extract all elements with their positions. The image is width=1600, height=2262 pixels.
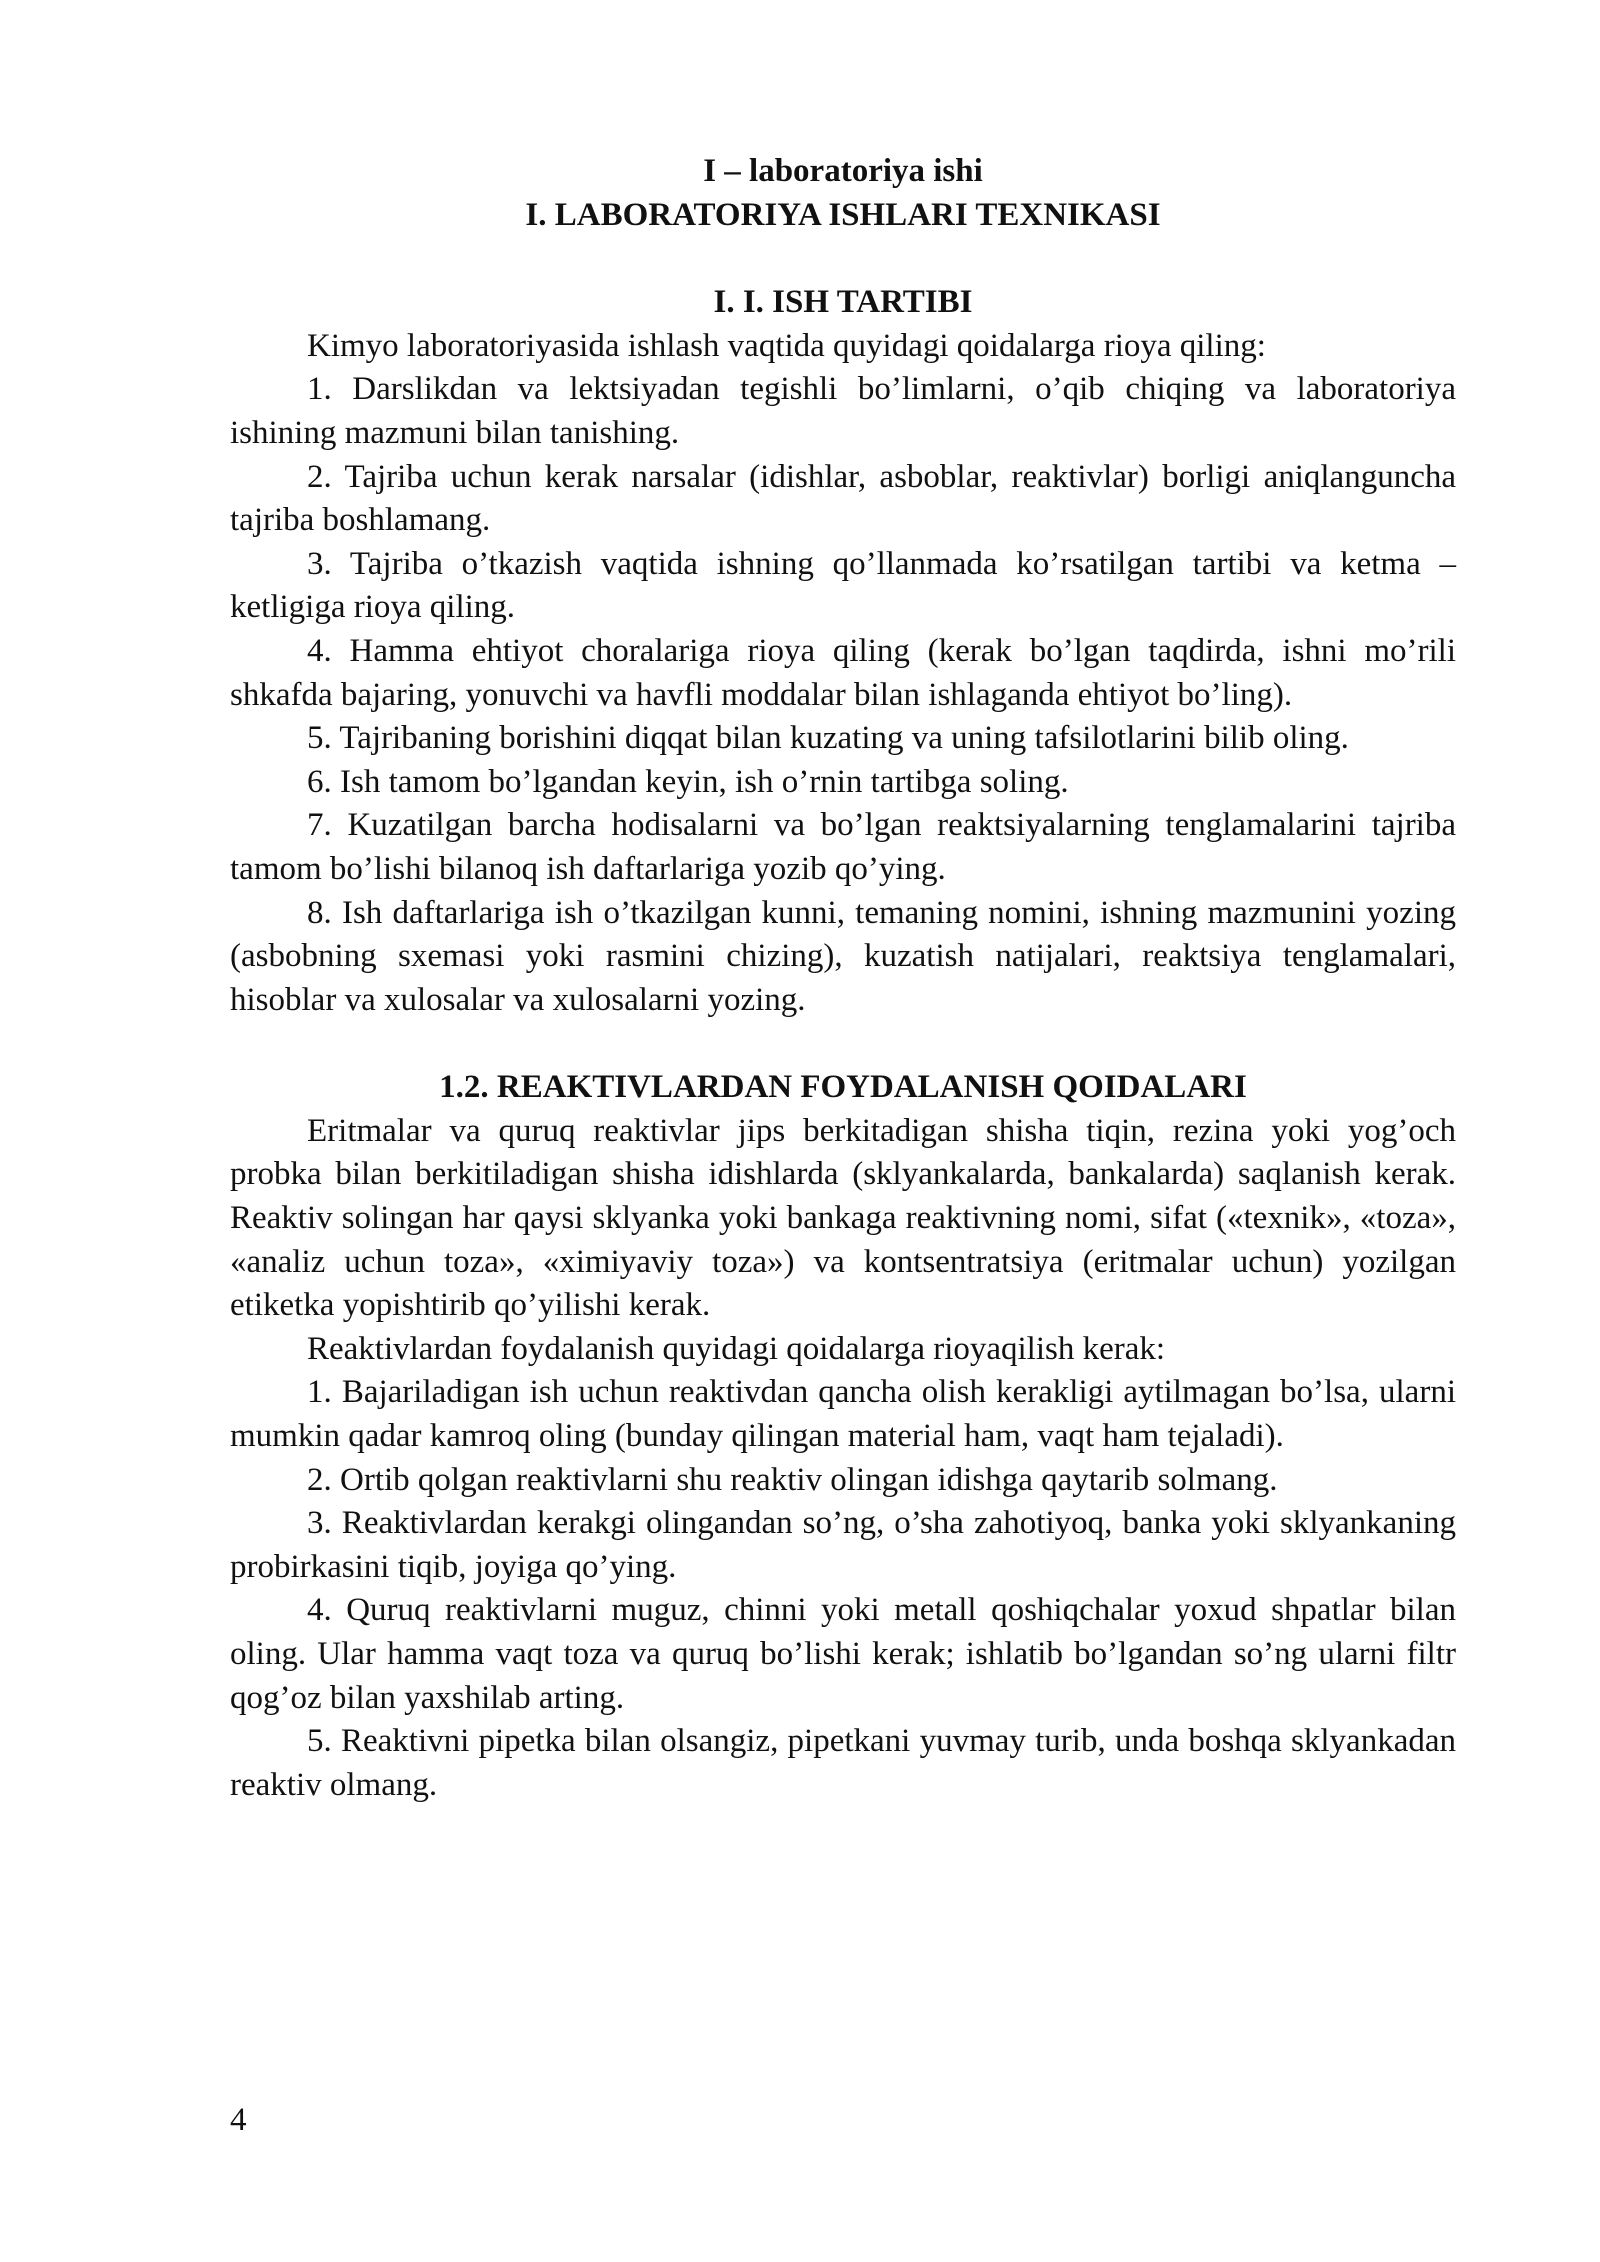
section-1-item-8: 8. Ish daftarlariga ish o’tkazilgan kunni, temaning nomini, ishning mazmunini yozing (asbobning sxemasi yoki rasmini chizing), kuzatish natijalari, reaktsiya tenglamalari, hisoblar va xulosalar va xulosalarni yozing. xyxy=(230,894,1456,1018)
section-2-item-5: 5. Reaktivni pipetka bilan olsangiz, pipetkani yuvmay turib, unda boshqa sklyankadan reaktiv olmang. xyxy=(230,1723,1456,1803)
chapter-title: I. LABORATORIYA ISHLARI TEXNIKASI xyxy=(525,196,1161,233)
section-2-rules-intro: Reaktivlardan foydalanish quyidagi qoidalarga rioyaqilish kerak: xyxy=(307,1330,1166,1367)
lab-title: I – laboratoriya ishi xyxy=(703,153,983,189)
section-1-item-5: 5. Tajribaning borishini diqqat bilan kuzating va uning tafsilotlarini bilib oling. xyxy=(307,720,1349,757)
page-number: 4 xyxy=(230,2102,247,2138)
section-1-item-4: 4. Hamma ehtiyot choralariga rioya qiling (kerak bo’lgan taqdirda, ishni mo’rili shkafda bajaring, yonuvchi va havfli moddalar bilan ishlaganda ehtiyot bo’ling). xyxy=(230,632,1456,713)
section-1-item-7: 7. Kuzatilgan barcha hodisalarni va bo’lgan reaktsiyalarning tenglamalarini tajriba tamom bo’lishi bilanoq ish daftarlariga yozib qo’ying. xyxy=(230,807,1456,887)
section-1-intro: Kimyo laboratoriyasida ishlash vaqtida quyidagi qoidalarga rioya qiling: xyxy=(307,327,1266,364)
section-1-item-3: 3. Tajriba o’tkazish vaqtida ishning qo’llanmada ko’rsatilgan tartibi va ketma – ketligiga rioya qiling. xyxy=(230,545,1456,626)
section-2-item-4: 4. Quruq reaktivlarni muguz, chinni yoki metall qoshiqchalar yoxud shpatlar bilan oling. Ular hamma vaqt toza va quruq bo’lishi kerak; ishlatib bo’lgandan so’ng ularni filtr qog’oz bilan yaxshilab arting. xyxy=(230,1592,1456,1716)
section-2-title: 1.2. REAKTIVLARDAN FOYDALANISH QOIDALARI xyxy=(439,1069,1247,1106)
section-1-item-1: 1. Darslikdan va lektsiyadan tegishli bo’limlarni, o’qib chiqing va laboratoriya ishining mazmuni bilan tanishing. xyxy=(230,371,1456,451)
section-1-title: I. I. ISH TARTIBI xyxy=(713,284,973,321)
section-2-intro: Eritmalar va quruq reaktivlar jips berkitadigan shisha tiqin, rezina yoki yog’och probka bilan berkitiladigan shisha idishlarda (sklyankalarda, bankalarda) saqlanish kerak. Reaktiv solingan har qaysi sklyanka yoki bankaga reaktivning nomi, sifat («texnik», «toza», «analiz uchun toza», «ximiyaviy toza») va kontsentratsiya (eritmalar uchun) yozilgan etiketka yopishtirib qo’yilishi kerak. xyxy=(230,1112,1456,1324)
section-1-item-6: 6. Ish tamom bo’lgandan keyin, ish o’rnin tartibga soling. xyxy=(307,763,1069,800)
section-1-item-2: 2. Tajriba uchun kerak narsalar (idishlar, asboblar, reaktivlar) borligi aniqlanguncha tajriba boshlamang. xyxy=(230,458,1456,539)
section-2-item-1: 1. Bajariladigan ish uchun reaktivdan qancha olish kerakligi aytilmagan bo’lsa, ularni mumkin qadar kamroq oling (bunday qilingan material ham, vaqt ham tejaladi). xyxy=(230,1374,1456,1455)
section-2-item-3: 3. Reaktivlardan kerakgi olingandan so’ng, o’sha zahotiyoq, banka yoki sklyankaning probirkasini tiqib, joyiga qo’ying. xyxy=(230,1505,1456,1585)
section-2-item-2: 2. Ortib qolgan reaktivlarni shu reaktiv olingan idishga qaytarib solmang. xyxy=(307,1461,1278,1498)
document-page xyxy=(230,150,1456,1807)
